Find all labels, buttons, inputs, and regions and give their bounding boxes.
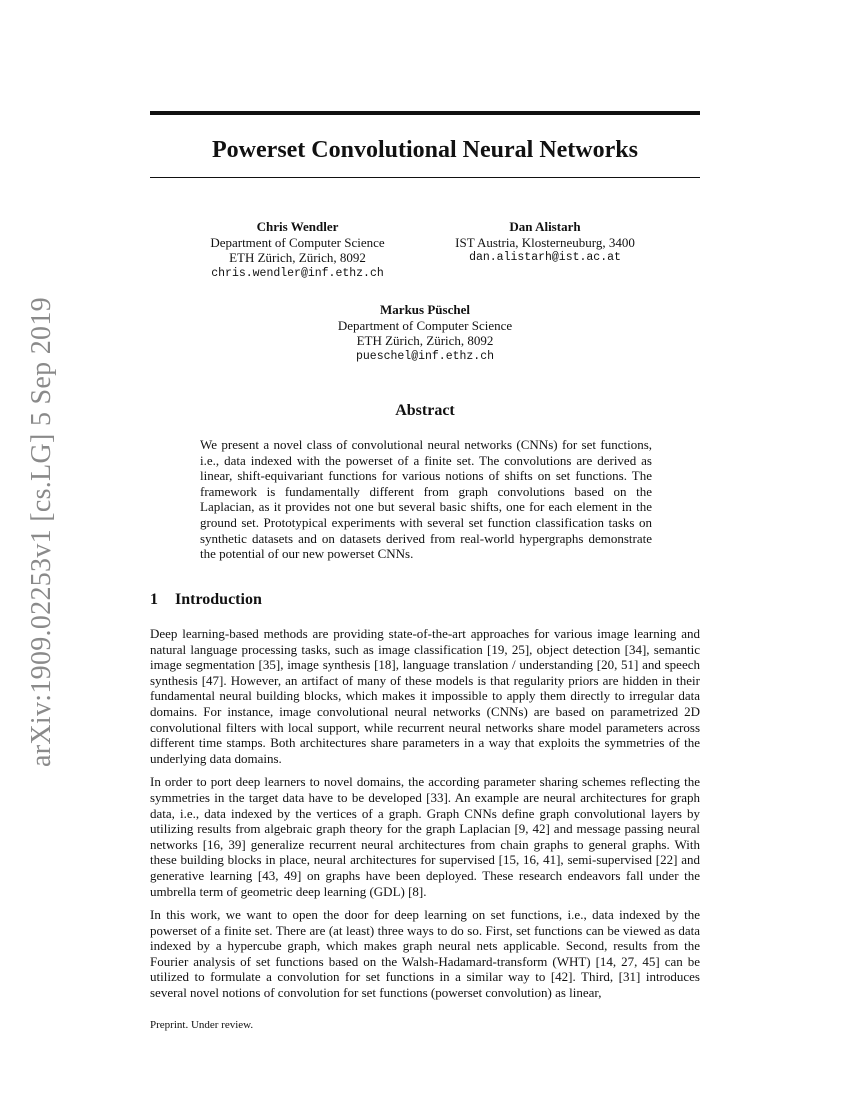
author-name: Chris Wendler bbox=[256, 219, 339, 234]
title-top-rule bbox=[150, 111, 700, 115]
author-block-pueschel bbox=[300, 302, 550, 364]
author-affiliation: Department of Computer Science bbox=[210, 234, 385, 250]
title-bottom-rule bbox=[150, 177, 700, 178]
author-email: chris.wendler@inf.ethz.ch bbox=[211, 266, 384, 280]
abstract-text: We present a novel class of convolutional neural networks (CNNs) for set functions, i.e., data indexed with the powerset of a finite set. The convolutions are derived as linear, shift-equivariant functions for various notions of shifts on set functions. The framework is fundamentally different from graph convolutions based on the Laplacian, as it provides not one but several basic shifts, one for each element in the ground set. Prototypical experiments with several set function classification tasks on synthetic datasets and on datasets derived from real-world hypergraphs demonstrate the potential of our new powerset CNNs. bbox=[200, 437, 652, 562]
preprint-footer: Preprint. Under review. bbox=[150, 1019, 254, 1031]
abstract-heading: Abstract bbox=[395, 402, 455, 419]
body-paragraph: Deep learning-based methods are providing state-of-the-art approaches for various image learning and natural language processing tasks, such as image classification [19, 25], object detection [34], semantic image segmentation [35], image synthesis [18], language translation / understanding [20, 51] and speech synthesis [47]. However, an artifact of many of these models is that regularity priors are hidden in their fundamental neural building blocks, which makes it impossible to apply them directly to irregular data domains. For instance, image convolutional neural networks (CNNs) are based on parametrized 2D convolutional filters with local support, while recurrent neural networks share model parameters across different time stamps. Both architectures share parameters in a way that exploits the symmetries of the underlying data domains. bbox=[150, 626, 700, 766]
arxiv-identifier-stamp: arXiv:1909.02253v1 [cs.LG] 5 Sep 2019 bbox=[26, 297, 57, 767]
author-affiliation: Department of Computer Science bbox=[337, 317, 513, 333]
author-block-alistarh bbox=[440, 219, 650, 266]
paper-title: Powerset Convolutional Neural Networks bbox=[212, 137, 638, 163]
section-number: 1 bbox=[150, 591, 158, 608]
author-email: dan.alistarh@ist.ac.at bbox=[469, 251, 621, 264]
author-location: ETH Zürich, Zürich, 8092 bbox=[229, 250, 366, 265]
introduction-body bbox=[150, 626, 700, 1009]
author-location: ETH Zürich, Zürich, 8092 bbox=[356, 333, 494, 348]
body-paragraph: In order to port deep learners to novel domains, the according parameter sharing schemes reflecting the symmetries in the target data have to be developed [33]. An example are neural architectures for graph data, i.e., data indexed by the vertices of a graph. Graph CNNs define graph convolutional layers by utilizing results from algebraic graph theory for the graph Laplacian [9, 42] and message passing neural networks [16, 39] generalize recurrent neural architectures from chain graphs to general graphs. With these building blocks in place, neural architectures for supervised [15, 16, 41], semi-supervised [22] and generative learning [43, 49] on graphs have been deployed. These research endeavors fall under the umbrella term of geometric deep learning (GDL) [8]. bbox=[150, 774, 700, 899]
author-name: Dan Alistarh bbox=[509, 219, 581, 234]
author-email: pueschel@inf.ethz.ch bbox=[355, 349, 495, 363]
body-paragraph: In this work, we want to open the door for deep learning on set functions, i.e., data indexed by the powerset of a finite set. There are (at least) three ways to do so. First, set functions can be viewed as data indexed by a hypercube graph, which makes graph neural nets applicable. Second, results from the Fourier analysis of set functions based on the Walsh-Hadamard-transform (WHT) [14, 27, 45] can be utilized to formulate a convolution for set functions in a similar way to [42]. Third, [31] introduces several novel notions of convolution for set functions (powerset convolution) as linear, bbox=[150, 907, 700, 1001]
author-block-wendler bbox=[185, 219, 410, 281]
author-name: Markus Püschel bbox=[380, 302, 470, 317]
section-heading bbox=[150, 591, 262, 609]
author-affiliation: IST Austria, Klosterneuburg, 3400 bbox=[455, 234, 635, 250]
section-title: Introduction bbox=[175, 591, 262, 608]
